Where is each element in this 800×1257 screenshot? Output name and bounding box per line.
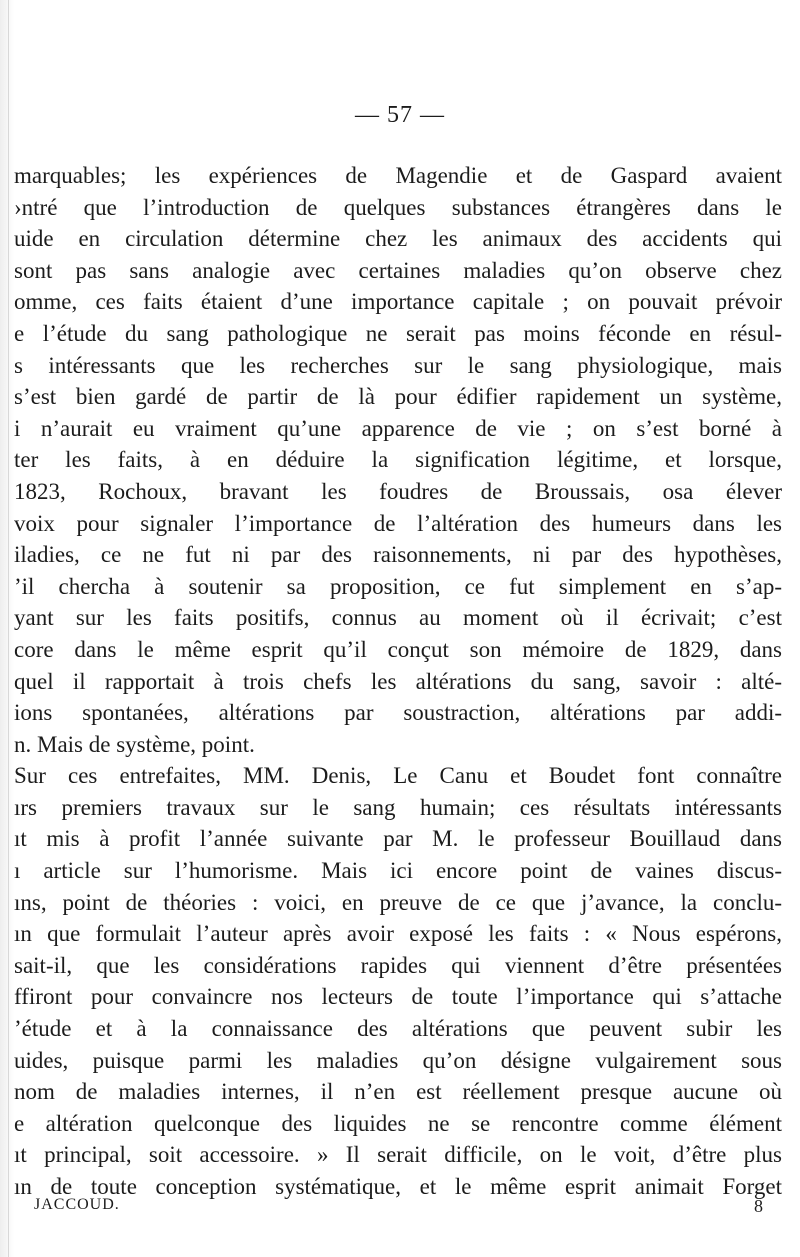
text-line: uides, puisque parmi les maladies qu’on désigne vulgairement sous xyxy=(14,1047,782,1073)
text-line: nom de maladies internes, il n’en est réellement presque aucune où xyxy=(14,1079,782,1105)
text-line: yant sur les faits positifs, connus au moment où il écrivait; c’est xyxy=(14,605,782,631)
binding-gutter-line xyxy=(8,0,9,1257)
text-line: marquables; les expériences de Magendie et de Gaspard avaient xyxy=(14,163,782,188)
text-line: ›ntré que l’introduction de quelques substances étrangères dans le xyxy=(14,194,782,220)
text-line: ıt mis à profit l’année suivante par M. le professeur Bouillaud dans xyxy=(14,826,782,852)
page-footer xyxy=(34,1196,778,1220)
text-line: sait-il, que les considérations rapides qui viennent d’être présentées xyxy=(14,952,782,978)
text-line: uide en circulation détermine chez les animaux des accidents qui xyxy=(14,226,782,252)
text-line: n. Mais de système, point. xyxy=(14,731,255,757)
body-text xyxy=(14,160,782,1203)
text-line: voix pour signaler l’importance de l’altération des humeurs dans les xyxy=(14,510,782,536)
text-line: ’étude et à la connaissance des altérations que peuvent subir les xyxy=(14,1016,782,1042)
text-line: ın de toute conception systématique, et le même esprit animait Forget xyxy=(14,1174,782,1199)
text-line: ’il chercha à soutenir sa proposition, ce fut simplement en s’ap- xyxy=(14,573,782,599)
footer-sheet-number: 8 xyxy=(754,1196,764,1216)
text-line: ırs premiers travaux sur le sang humain; ces résultats intéressants xyxy=(14,794,782,820)
footer-signature-mark: JACCOUD. xyxy=(34,1196,120,1213)
text-line: ions spontanées, altérations par soustraction, altérations par addi- xyxy=(14,700,782,726)
text-line: 1823, Rochoux, bravant les foudres de Broussais, osa élever xyxy=(14,478,782,504)
text-line: ffiront pour convaincre nos lecteurs de toute l’importance qui s’attache xyxy=(14,984,782,1010)
text-line: s’est bien gardé de partir de là pour édifier rapidement un système, xyxy=(14,384,782,410)
text-line: core dans le même esprit qu’il conçut son mémoire de 1829, dans xyxy=(14,636,782,662)
text-line: ter les faits, à en déduire la signification légitime, et lorsque, xyxy=(14,447,782,473)
text-line: Sur ces entrefaites, MM. Denis, Le Canu et Boudet font connaître xyxy=(14,763,782,789)
text-line: quel il rapportait à trois chefs les altérations du sang, savoir : alté- xyxy=(14,668,782,694)
page-number: — 57 — xyxy=(355,102,445,128)
text-line: sont pas sans analogie avec certaines maladies qu’on observe chez xyxy=(14,257,782,283)
text-line: i n’aurait eu vraiment qu’une apparence de vie ; on s’est borné à xyxy=(14,415,782,441)
text-line: iladies, ce ne fut ni par des raisonnements, ni par des hypothèses, xyxy=(14,542,782,568)
text-line: e altération quelconque des liquides ne se rencontre comme élément xyxy=(14,1110,782,1136)
text-line: ı article sur l’humorisme. Mais ici encore point de vaines discus- xyxy=(14,858,782,884)
text-line: omme, ces faits étaient d’une importance capitale ; on pouvait prévoir xyxy=(14,289,782,315)
text-line: ıns, point de théories : voici, en preuve de ce que j’avance, la conclu- xyxy=(14,889,782,915)
binding-gutter-shadow xyxy=(0,0,14,1257)
text-line: e l’étude du sang pathologique ne serait pas moins féconde en résul- xyxy=(14,320,782,346)
text-line: ıt principal, soit accessoire. » Il serait difficile, on le voit, d’être plus xyxy=(14,1142,782,1168)
text-line: ın que formulait l’auteur après avoir exposé les faits : « Nous espérons, xyxy=(14,921,782,947)
text-line: s intéressants que les recherches sur le sang physiologique, mais xyxy=(14,352,782,378)
